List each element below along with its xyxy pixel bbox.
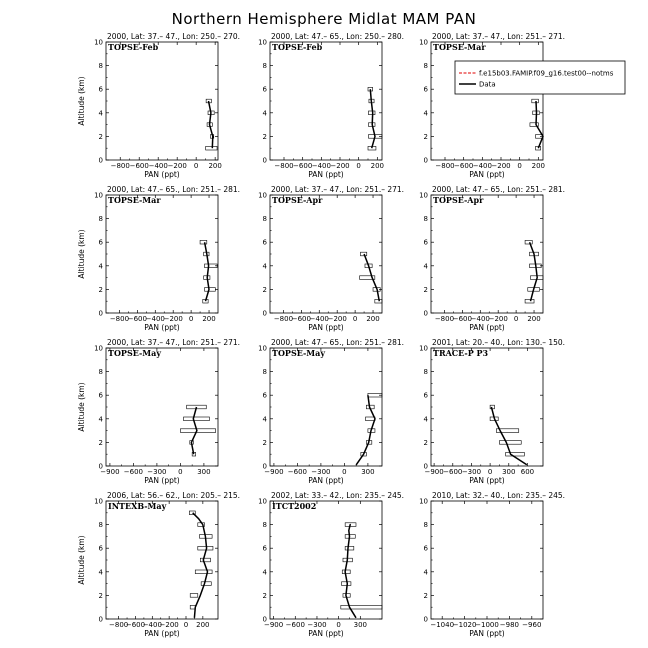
y-tick-label: 4: [262, 568, 267, 577]
x-axis-label: PAN (ppt): [308, 476, 344, 485]
panel-3: [419, 32, 565, 179]
y-tick-label: 10: [419, 191, 428, 200]
y-tick-label: 8: [262, 62, 267, 71]
range-box: [200, 240, 207, 244]
x-tick-label: −600: [129, 162, 149, 170]
panel-8: [258, 338, 404, 485]
panel-header: 2000, Lat: 37.– 47., Lon: 251.– 271.: [107, 338, 241, 347]
y-tick-label: 8: [98, 215, 103, 224]
campaign-label: ITCT2002: [272, 501, 317, 511]
x-tick-label: −200: [488, 315, 508, 323]
y-tick-label: 4: [98, 568, 103, 577]
panel-header: 2002, Lat: 33.– 42., Lon: 235.– 245.: [271, 491, 405, 500]
range-box: [345, 546, 354, 550]
plot-frame: [431, 348, 543, 466]
campaign-label: TOPSE-Feb: [108, 42, 159, 52]
x-tick-label: 200: [366, 315, 380, 323]
y-tick-label: 6: [262, 391, 267, 400]
y-tick-label: 2: [423, 132, 428, 141]
plot-frame: [431, 195, 543, 313]
plot-frame: [106, 195, 218, 313]
plot-frame: [106, 348, 218, 466]
panel-2: [258, 32, 404, 179]
plot-frame: [270, 195, 382, 313]
y-tick-label: 2: [98, 438, 103, 447]
plot-frame: [431, 501, 543, 619]
y-tick-label: 0: [98, 615, 103, 624]
y-tick-label: 4: [98, 262, 103, 271]
x-tick-label: −400: [309, 315, 329, 323]
x-tick-label: −800: [109, 315, 130, 323]
x-tick-label: −300: [461, 468, 482, 476]
x-tick-label: 0: [352, 315, 358, 323]
x-axis-label: PAN (ppt): [144, 476, 180, 485]
y-tick-label: 0: [98, 309, 103, 318]
panel-6: [419, 185, 565, 332]
y-tick-label: 0: [423, 309, 428, 318]
campaign-label: TOPSE-May: [108, 348, 161, 358]
plot-frame: [106, 501, 218, 619]
x-tick-label: −600: [452, 315, 472, 323]
y-tick-label: 2: [262, 438, 267, 447]
x-axis-label: PAN (ppt): [469, 476, 505, 485]
range-box: [195, 570, 212, 574]
y-tick-label: 2: [98, 132, 103, 141]
x-tick-label: −800: [109, 621, 129, 629]
panels: [77, 32, 565, 638]
legend-box: [455, 61, 625, 94]
x-tick-label: −900: [100, 468, 120, 476]
x-tick-label: −600: [285, 621, 305, 629]
x-tick-label: 300: [197, 468, 211, 476]
data-profile-line: [345, 525, 356, 618]
y-tick-label: 4: [423, 568, 428, 577]
y-tick-label: 10: [94, 497, 103, 506]
range-box: [341, 605, 382, 609]
x-tick-label: 200: [208, 162, 222, 170]
y-tick-label: 2: [423, 438, 428, 447]
x-tick-label: −960: [522, 621, 542, 629]
y-tick-label: 0: [98, 156, 103, 165]
x-tick-label: 0: [193, 162, 199, 170]
x-axis-label: PAN (ppt): [308, 629, 344, 638]
x-tick-label: −800: [434, 315, 455, 323]
y-tick-label: 10: [258, 191, 267, 200]
plot-frame: [270, 501, 382, 619]
y-tick-label: 6: [98, 238, 103, 247]
y-tick-label: 8: [423, 368, 428, 377]
x-axis-label: PAN (ppt): [144, 323, 180, 332]
campaign-label: TOPSE-Apr: [272, 195, 323, 205]
panel-5: [258, 185, 404, 332]
x-tick-label: −200: [330, 162, 350, 170]
range-box: [180, 429, 215, 433]
range-box: [525, 299, 534, 303]
x-tick-label: −200: [167, 162, 187, 170]
x-tick-label: 300: [353, 621, 368, 629]
panel-12: [419, 491, 565, 638]
range-box: [368, 111, 375, 115]
y-tick-label: 0: [262, 462, 267, 471]
data-profile-line: [370, 89, 375, 148]
y-tick-label: 10: [258, 497, 267, 506]
y-tick-label: 8: [98, 521, 103, 530]
y-tick-label: 0: [423, 615, 428, 624]
y-tick-label: 4: [423, 109, 428, 118]
x-tick-label: −600: [127, 315, 147, 323]
y-tick-label: 6: [98, 85, 103, 94]
x-tick-label: −1020: [452, 621, 477, 629]
range-box: [366, 417, 375, 421]
panel-4: [77, 185, 240, 332]
x-tick-label: 0: [517, 162, 522, 170]
x-tick-label: −200: [159, 621, 179, 629]
x-tick-label: 0: [342, 468, 347, 476]
x-tick-label: 0: [336, 621, 341, 629]
y-tick-label: 8: [262, 521, 267, 530]
x-tick-label: −900: [264, 468, 284, 476]
x-tick-label: −300: [311, 468, 331, 476]
x-axis-label: PAN (ppt): [144, 629, 180, 638]
x-tick-label: 0: [487, 468, 493, 476]
x-tick-label: 200: [196, 621, 210, 629]
y-tick-label: 10: [419, 38, 428, 47]
data-profile-line: [536, 101, 543, 148]
x-tick-label: −200: [327, 315, 347, 323]
plot-frame: [270, 348, 382, 466]
y-tick-label: 2: [262, 132, 267, 141]
panel-7: [77, 338, 240, 485]
range-box: [499, 441, 521, 445]
panel-header: 2001, Lat: 20.– 40., Lon: 130.– 150.: [432, 338, 566, 347]
legend: [455, 61, 625, 94]
plot-frame: [270, 42, 382, 160]
x-tick-label: −400: [142, 621, 162, 629]
x-tick-label: −600: [125, 621, 146, 629]
plot-frame: [106, 42, 218, 160]
range-box: [205, 288, 216, 292]
range-box: [360, 252, 366, 256]
y-tick-label: 4: [98, 109, 103, 118]
y-tick-label: 8: [98, 62, 103, 71]
panel-header: 2006, Lat: 56.– 62., Lon: 205.– 215.: [107, 491, 241, 500]
y-tick-label: 8: [262, 368, 267, 377]
range-box: [190, 594, 198, 598]
x-tick-label: −900: [424, 468, 444, 476]
y-tick-label: 6: [262, 85, 267, 94]
x-axis-label: PAN (ppt): [469, 170, 505, 179]
data-profile-line: [356, 395, 375, 465]
data-profile-line: [530, 242, 538, 301]
campaign-label: TRACE-P P3: [433, 348, 489, 358]
y-tick-label: 2: [262, 285, 267, 294]
y-tick-label: 0: [98, 462, 103, 471]
x-tick-label: −800: [110, 162, 130, 170]
x-axis-label: PAN (ppt): [144, 170, 180, 179]
y-tick-label: 6: [423, 238, 428, 247]
x-tick-label: 200: [370, 162, 385, 170]
y-tick-label: 8: [423, 521, 428, 530]
y-tick-label: 10: [419, 344, 428, 353]
y-tick-label: 6: [98, 544, 103, 553]
y-tick-label: 4: [262, 415, 267, 424]
panel-10: [77, 491, 240, 638]
y-tick-label: 0: [262, 156, 267, 165]
y-tick-label: 0: [423, 462, 428, 471]
data-profile-line: [191, 407, 197, 454]
range-box: [198, 546, 213, 550]
panel-header: 2000, Lat: 47.– 65., Lon: 251.– 281.: [432, 185, 566, 194]
panel-header: 2000, Lat: 37.– 47., Lon: 250.– 270.: [107, 32, 241, 41]
y-tick-label: 8: [423, 215, 428, 224]
x-axis-label: PAN (ppt): [469, 629, 505, 638]
x-tick-label: 300: [502, 468, 516, 476]
y-tick-label: 2: [98, 591, 103, 600]
x-tick-label: −600: [291, 315, 311, 323]
x-axis-label: PAN (ppt): [308, 170, 344, 179]
x-tick-label: 0: [183, 621, 189, 629]
range-box: [184, 417, 210, 421]
x-tick-label: −600: [287, 468, 308, 476]
range-box: [342, 582, 351, 586]
panel-header: 2000, Lat: 47.– 65., Lon: 251.– 281.: [271, 338, 405, 347]
x-tick-label: −900: [263, 621, 284, 629]
plot-frame: [431, 42, 543, 160]
y-tick-label: 4: [423, 415, 428, 424]
y-axis-label: Altitude (km): [77, 229, 86, 279]
campaign-label: TOPSE-Feb: [272, 42, 323, 52]
x-tick-label: 0: [356, 162, 361, 170]
y-tick-label: 4: [262, 109, 267, 118]
y-tick-label: 8: [98, 368, 103, 377]
y-axis-label: Altitude (km): [77, 535, 86, 585]
legend-model-label: f.e15b03.FAMIP.f09_g16.test00--notms: [479, 69, 614, 78]
range-box: [200, 558, 210, 562]
x-tick-label: 600: [520, 468, 535, 476]
y-tick-label: 0: [262, 309, 267, 318]
x-tick-label: −400: [148, 162, 168, 170]
y-tick-label: 6: [98, 391, 103, 400]
x-tick-label: −600: [443, 468, 463, 476]
panel-header: 2000, Lat: 37.– 47., Lon: 251.– 271.: [432, 32, 566, 41]
y-axis-label: Altitude (km): [77, 76, 86, 126]
y-tick-label: 6: [423, 85, 428, 94]
x-tick-label: −800: [435, 162, 455, 170]
y-tick-label: 2: [98, 285, 103, 294]
x-tick-label: 200: [527, 315, 541, 323]
range-box: [201, 582, 211, 586]
x-tick-label: −600: [454, 162, 474, 170]
x-tick-label: −400: [311, 162, 331, 170]
range-box: [506, 452, 525, 456]
panel-header: 2000, Lat: 37.– 47., Lon: 251.– 271.: [271, 185, 405, 194]
x-tick-label: 0: [178, 468, 183, 476]
x-tick-label: −600: [293, 162, 313, 170]
y-tick-label: 10: [419, 497, 428, 506]
y-tick-label: 6: [423, 391, 428, 400]
x-tick-label: 300: [361, 468, 375, 476]
x-tick-label: −800: [274, 162, 294, 170]
y-tick-label: 10: [94, 191, 103, 200]
x-tick-label: −980: [499, 621, 520, 629]
y-tick-label: 8: [423, 62, 428, 71]
y-tick-label: 2: [262, 591, 267, 600]
y-tick-label: 0: [423, 156, 428, 165]
campaign-label: TOPSE-May: [272, 348, 325, 358]
panel-11: [258, 491, 404, 638]
y-tick-label: 10: [94, 344, 103, 353]
range-box: [525, 240, 532, 244]
y-tick-label: 4: [423, 262, 428, 271]
y-tick-label: 8: [262, 215, 267, 224]
campaign-label: TOPSE-Mar: [108, 195, 161, 205]
data-profile-line: [193, 513, 208, 618]
panel-9: [419, 338, 565, 485]
y-tick-label: 4: [262, 262, 267, 271]
y-tick-label: 10: [94, 38, 103, 47]
y-tick-label: 2: [423, 591, 428, 600]
data-profile-line: [205, 242, 209, 301]
campaign-label: TOPSE-Mar: [433, 42, 486, 52]
y-tick-label: 10: [258, 38, 267, 47]
y-tick-label: 6: [423, 544, 428, 553]
x-tick-label: −1000: [475, 621, 499, 629]
x-tick-label: −300: [307, 621, 327, 629]
x-tick-label: −600: [123, 468, 144, 476]
panel-header: 2010, Lat: 32.– 40., Lon: 235.– 245.: [432, 491, 566, 500]
campaign-label: TOPSE-Apr: [433, 195, 484, 205]
y-axis-label: Altitude (km): [77, 382, 86, 432]
x-tick-label: 0: [188, 315, 194, 323]
range-box: [532, 99, 539, 103]
y-tick-label: 6: [262, 238, 267, 247]
range-box: [342, 570, 350, 574]
y-tick-label: 10: [258, 344, 267, 353]
x-tick-label: −400: [470, 315, 490, 323]
x-tick-label: 200: [202, 315, 216, 323]
legend-data-label: Data: [479, 80, 496, 89]
y-tick-label: 6: [262, 544, 267, 553]
x-tick-label: −300: [147, 468, 167, 476]
figure-title: Northern Hemisphere Midlat MAM PAN: [171, 10, 477, 28]
x-tick-label: −400: [145, 315, 165, 323]
y-tick-label: 0: [262, 615, 267, 624]
data-profile-line: [364, 254, 379, 301]
x-axis-label: PAN (ppt): [308, 323, 344, 332]
x-axis-label: PAN (ppt): [469, 323, 505, 332]
panel-1: [77, 32, 240, 179]
panel-header: 2000, Lat: 47.– 65., Lon: 250.– 280.: [271, 32, 405, 41]
campaign-label: INTEXB-May: [108, 501, 167, 511]
y-tick-label: 4: [98, 415, 103, 424]
panel-header: 2000, Lat: 47.– 65., Lon: 251.– 281.: [107, 185, 241, 194]
x-tick-label: −200: [491, 162, 511, 170]
range-box: [206, 146, 217, 150]
x-tick-label: −800: [273, 315, 294, 323]
x-tick-label: 0: [513, 315, 519, 323]
x-tick-label: −1040: [430, 621, 455, 629]
x-tick-label: −200: [163, 315, 183, 323]
y-tick-label: 2: [423, 285, 428, 294]
x-tick-label: 200: [531, 162, 546, 170]
x-tick-label: −400: [472, 162, 492, 170]
